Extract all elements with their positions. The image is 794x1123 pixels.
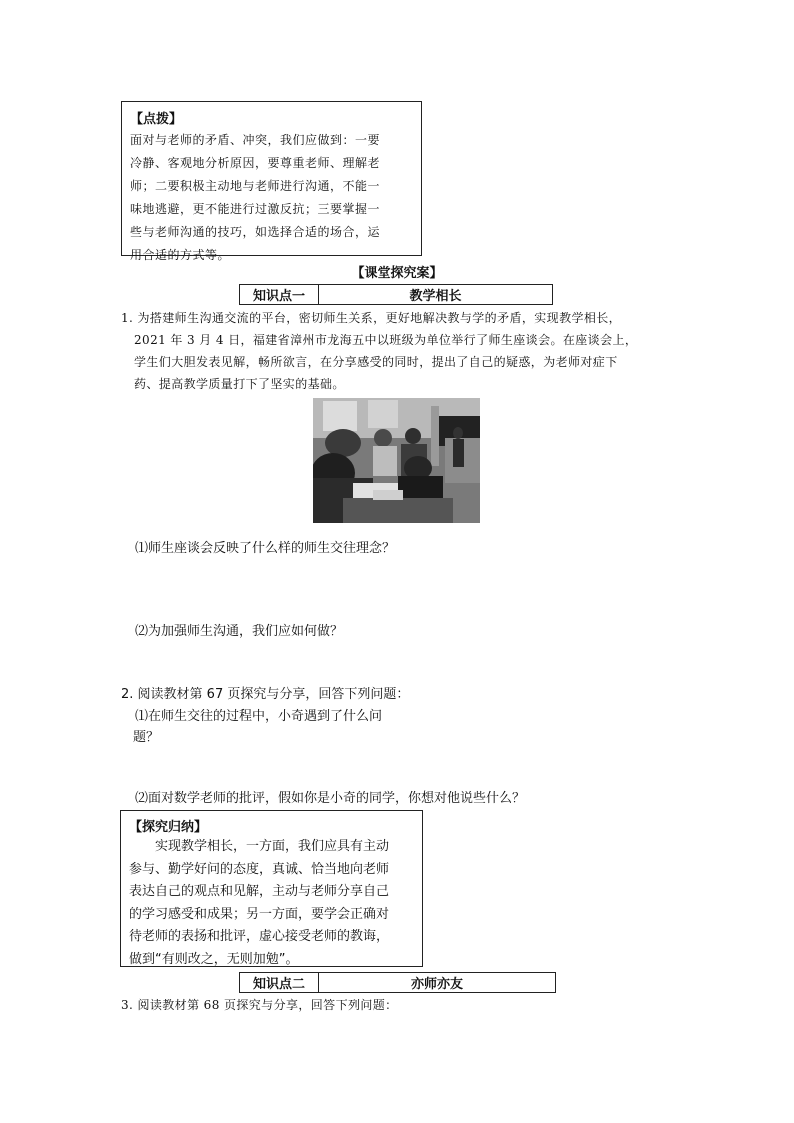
q1-line: 2021 年 3 月 4 日，福建省漳州市龙海五中以班级为单位举行了师生座谈会。在座谈会上， (134, 333, 638, 347)
tip-line: 味地逃避，更不能进行过激反抗；三要掌握一 (130, 202, 381, 216)
tip-line: 面对与老师的矛盾、冲突，我们应做到：一要 (130, 133, 381, 147)
tip-line: 用合适的方式等。 (130, 248, 231, 262)
kp2-name: 亦师亦友 (319, 973, 556, 993)
kp1-name: 教学相长 (319, 285, 553, 305)
kp1-label: 知识点一 (240, 285, 319, 305)
inquiry-summary-box (120, 810, 423, 967)
question-2-intro: 2. 阅读教材第 67 页探究与分享，回答下列问题： (121, 687, 410, 702)
q2-sub-question-2: ⑵面对数学老师的批评，假如你是小奇的同学，你想对他说些什么？ (135, 791, 526, 806)
knowledge-point-1-table (239, 284, 553, 305)
tip-line: 些与老师沟通的技巧，如选择合适的场合，运 (130, 225, 381, 239)
inquiry-line: 待老师的表扬和批评，虚心接受老师的教诲， (129, 929, 390, 944)
q2-sub-question-1-line-2: 题？ (133, 730, 160, 745)
tip-body (130, 129, 413, 267)
q2-sub-question-1-line-1: ⑴在师生交往的过程中，小奇遇到了什么问 (135, 709, 383, 724)
inquiry-line: 的学习感受和成果；另一方面，要学会正确对 (129, 906, 390, 922)
inquiry-line: 参与、勤学好问的态度，真诚、恰当地向老师 (129, 861, 390, 877)
tip-line: 冷静、客观地分析原因，要尊重老师、理解老 (130, 156, 381, 170)
q1-line: 药、提高教学质量打下了坚实的基础。 (134, 377, 345, 391)
inquiry-line: 实现教学相长，一方面，我们应具有主动 (129, 839, 390, 854)
question-1-text (121, 307, 681, 395)
q1-line: 1. 为搭建师生沟通交流的平台，密切师生关系，更好地解决教与学的矛盾，实现教学相长， (121, 311, 622, 325)
kp2-label: 知识点二 (240, 973, 319, 993)
q1-line: 学生们大胆发表见解，畅所欲言，在分享感受的同时，提出了自己的疑惑，为老师对症下 (134, 355, 618, 369)
tip-title: 【点拨】 (130, 112, 183, 127)
inquiry-body (129, 836, 414, 971)
q1-sub-question-1: ⑴师生座谈会反映了什么样的师生交往理念？ (135, 541, 396, 556)
inquiry-title: 【探究归纳】 (129, 820, 208, 835)
classroom-meeting-photo (313, 398, 480, 523)
inquiry-line: 表达自己的观点和见解，主动与老师分享自己 (129, 884, 390, 899)
section-title: 【课堂探究案】 (351, 266, 443, 281)
tip-box (121, 101, 422, 262)
classroom-photo-drawing (313, 398, 480, 523)
tip-line: 师；二要积极主动地与老师进行沟通，不能一 (130, 179, 381, 193)
q1-sub-question-2: ⑵为加强师生沟通，我们应如何做？ (135, 624, 344, 639)
inquiry-line: 做到“有则改之，无则加勉”。 (129, 951, 299, 967)
question-3-intro: 3. 阅读教材第 68 页探究与分享，回答下列问题： (121, 998, 398, 1012)
knowledge-point-2-table (239, 972, 556, 993)
